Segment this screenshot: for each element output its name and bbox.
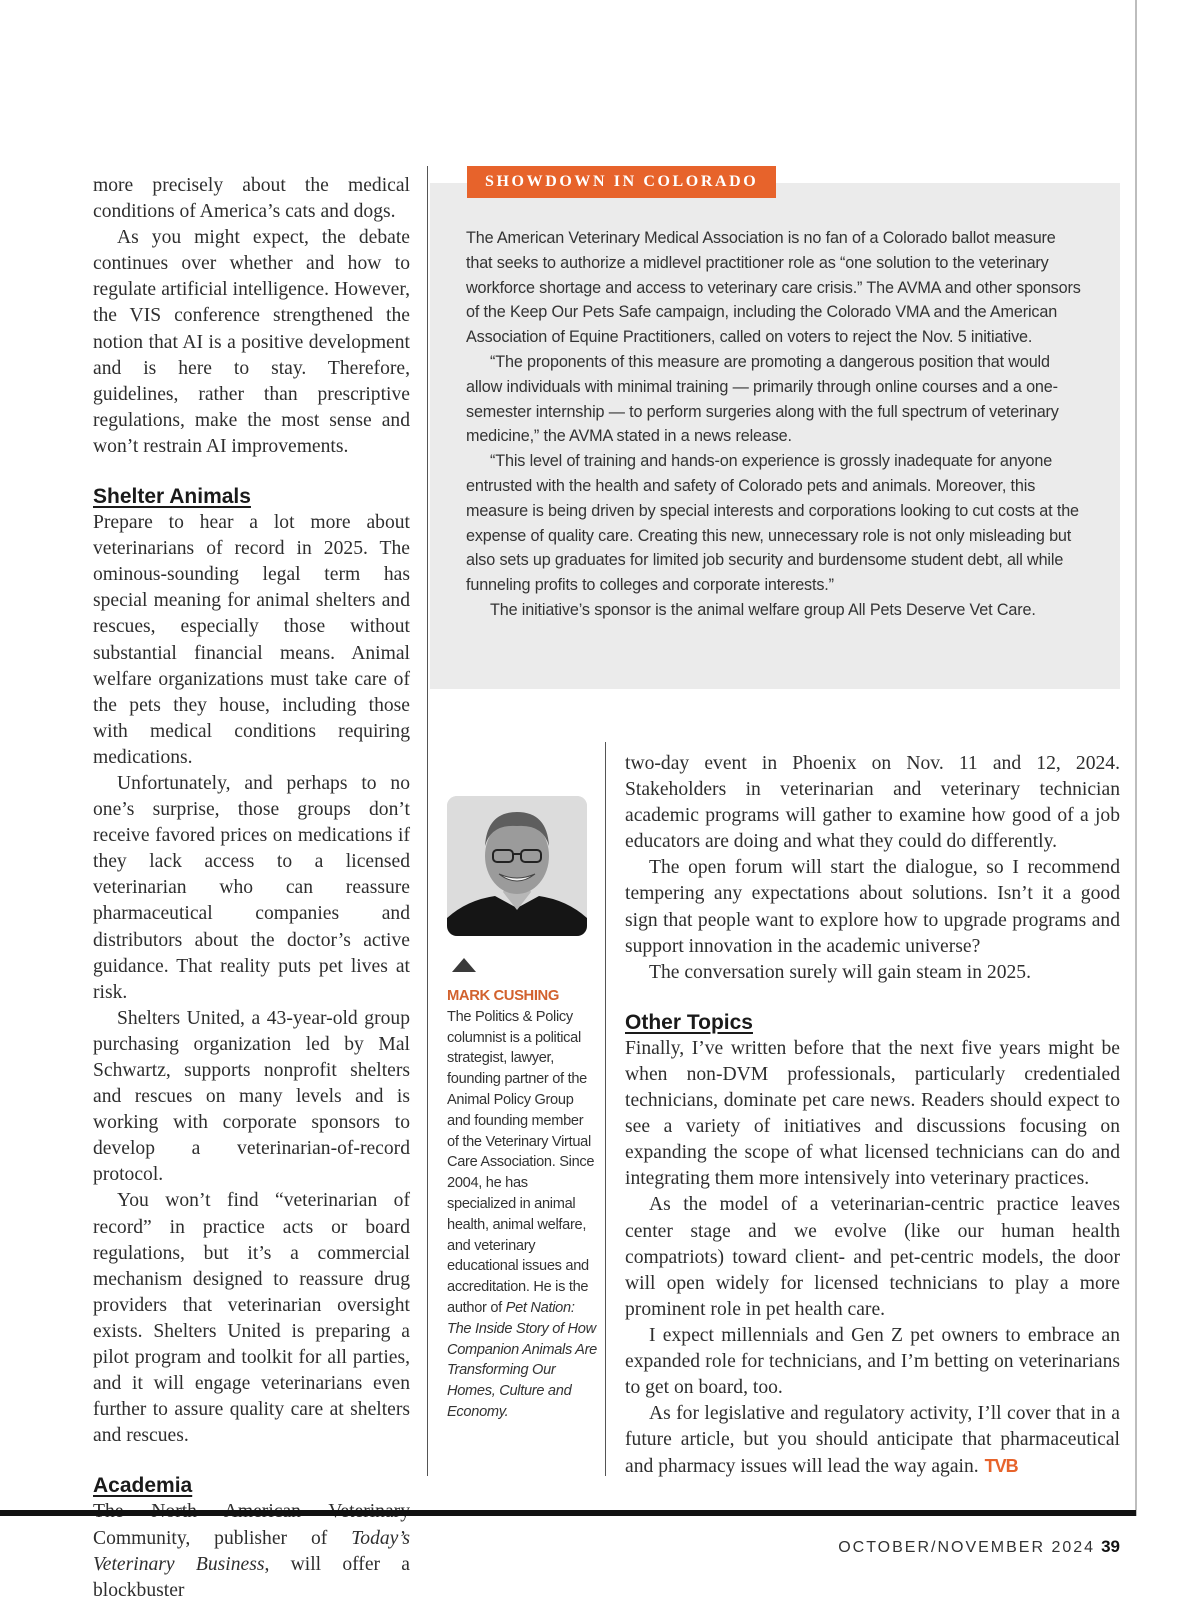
sidebar-paragraph: The initiative’s sponsor is the animal welfare group All Pets Deserve Vet Care. xyxy=(490,600,1036,619)
body-paragraph: two-day event in Phoenix on Nov. 11 and 12, 2024. Stakeholders in veterinarian and veterinary technician academic programs will gather to examine how good of a job educators are doing and what they could do differently. xyxy=(625,753,1120,853)
subhead-academia: Academia xyxy=(93,1474,193,1498)
folio xyxy=(838,1537,1120,1557)
body-paragraph: The open forum will start the dialogue, so I recommend tempering any expectations about solutions. Isn’t it a good sign that people want to explore how to upgrade programs and support innovation in the academic universe? xyxy=(625,857,1120,957)
right-column xyxy=(625,751,1120,1480)
tvb-end-logo: TVB xyxy=(984,1456,1018,1477)
subhead-other-topics: Other Topics xyxy=(625,1010,753,1034)
academia-text-post: , will offer a blockbuster xyxy=(93,1553,410,1601)
body-paragraph: You won’t find “veterinarian of record” in practice acts or board regulations, but it’s a commercial mechanism designed to reassure drug providers that veterinarian oversight exists. Shelters United is preparing a pilot program and toolkit for all parties, and it will engage veterinarians even further to assure quality care at shelters and rescues. xyxy=(93,1190,410,1447)
body-paragraph: The conversation surely will gain steam in 2025. xyxy=(649,961,1031,983)
sidebar-paragraph: The American Veterinary Medical Association is no fan of a Colorado ballot measure that seeks to authorize a midlevel practitioner role as “one solution to the veterinary workforce shortage and access to veterinary care crisis.” The AVMA and other sponsors of the Keep Our Pets Safe campaign, including the Colorado VMA and the American Association of Equine Practitioners, called on voters to reject the Nov. 5 initiative. xyxy=(466,229,1081,347)
caption-triangle-icon xyxy=(452,958,476,972)
body-paragraph: As the model of a veterinarian-centric practice leaves center stage and we evolve (like our human health compatriots) toward client- and pet-centric models, the door will open widely for licensed technicians to play a more prominent role in pet health care. xyxy=(625,1194,1120,1320)
body-paragraph: more precisely about the medical conditions of America’s cats and dogs. xyxy=(93,175,410,223)
subhead-shelter-animals: Shelter Animals xyxy=(93,485,251,509)
body-paragraph: Unfortunately, and perhaps to no one’s surprise, those groups don’t receive favored prices on medications if they lack access to a licensed veterinarian who can reassure pharmaceutical companies and distributors about the doctor’s active guidance. That reality puts pet lives at risk. xyxy=(93,772,410,1003)
page-edge-rule xyxy=(1135,0,1137,1516)
academia-text-pre: Community, publisher of xyxy=(93,1527,328,1549)
sidebar-paragraph: “The proponents of this measure are promoting a dangerous position that would allow individuals with minimal training — primarily through online courses and a one-semester internship — to perform surgeries along with the full spectrum of veterinary medicine,” the AVMA stated in a news release. xyxy=(466,352,1059,446)
left-column xyxy=(93,173,410,1604)
body-paragraph: Finally, I’ve written before that the next five years might be when non-DVM professionals, particularly credentialed technicians, dominate pet care news. Readers should expect to see a variety of initiatives and discussions focusing on expanding the scope of what licensed technicians can do and integrating them more intensively into veterinary practices. xyxy=(625,1037,1120,1190)
body-paragraph xyxy=(625,1401,1120,1480)
sidebar-text xyxy=(466,226,1086,623)
closing-text: As for legislative and regulatory activity, I’ll cover that in a future article, but you should anticipate that pharmaceutical and pharmacy issues will lead the way again. xyxy=(625,1403,1120,1478)
sidebar-tag: SHOWDOWN IN COLORADO xyxy=(467,166,776,198)
issue-date: OCTOBER/NOVEMBER 2024 xyxy=(838,1539,1096,1556)
body-paragraph: As you might expect, the debate continues over whether and how to regulate artificial intelligence. However, the VIS conference strengthened the notion that AI is a positive development and is here to stay. Therefore, guidelines, rather than prescriptive regulations, make the most sense and won’t restrain AI improvements. xyxy=(93,227,410,457)
author-photo xyxy=(447,796,587,936)
body-paragraph: Shelters United, a 43-year-old group purchasing organization led by Mal Schwartz, supports nonprofit shelters and rescues on many levels and is working with corporate sponsors to develop a veterinarian-of-record protocol. xyxy=(93,1007,410,1186)
column-divider xyxy=(427,166,428,1476)
author-bio-text: The Politics & Policy columnist is a political strategist, lawyer, founding partner of the Animal Policy Group and founding member of the Veterinary Virtual Care Association. Since 2004, he has specialized in animal health, animal welfare, and veterinary educational issues and accreditation. He is the author of xyxy=(447,1008,595,1316)
column-divider xyxy=(605,742,606,1476)
author-book-title: Pet Nation: The Inside Story of How Companion Animals Are Transforming Our Homes, Culture and Economy. xyxy=(447,1299,597,1420)
footer-rule xyxy=(0,1510,1136,1516)
publication-title: Today’s Veterinary Business xyxy=(93,1527,410,1575)
body-paragraph: I expect millennials and Gen Z pet owners to embrace an expanded role for technicians, and I’m betting on veterinarians to get on board, too. xyxy=(625,1324,1120,1399)
page-number: 39 xyxy=(1101,1537,1120,1556)
author-portrait-icon xyxy=(447,796,587,936)
sidebar-paragraph: “This level of training and hands-on experience is grossly inadequate for anyone entrusted with the health and safety of Colorado pets and animals. Moreover, this measure is being driven by special interests and corporations looking to cut costs at the expense of quality care. Creating this new, unnecessary role is not only misleading but also sets up graduates for limited job security and burdensome student debt, all while funneling profits to colleges and corporate interests.” xyxy=(466,452,1079,595)
author-bio xyxy=(447,986,597,1423)
body-paragraph: Prepare to hear a lot more about veterinarians of record in 2025. The ominous-sounding legal term has special meaning for animal shelters and rescues, especially those without substantial financial means. Animal welfare organizations must take care of the pets they house, including those with medical conditions requiring medications. xyxy=(93,512,410,768)
author-name: MARK CUSHING xyxy=(447,988,559,1004)
